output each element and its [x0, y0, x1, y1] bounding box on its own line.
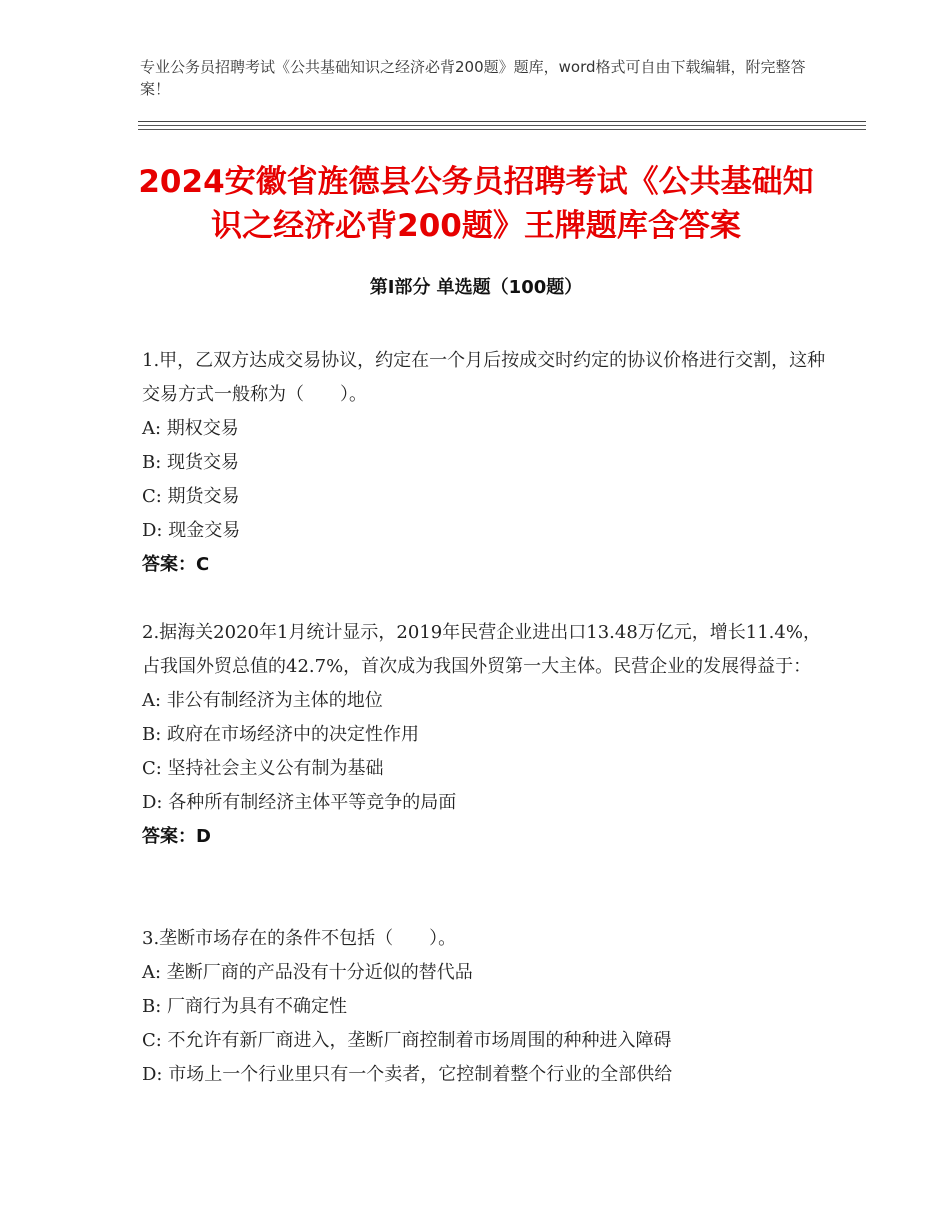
option-a: A: 非公有制经济为主体的地位 — [142, 690, 383, 711]
option-b: B: 厂商行为具有不确定性 — [142, 996, 348, 1017]
option-c: C: 不允许有新厂商进入，垄断厂商控制着市场周围的种种进入障碍 — [142, 1030, 672, 1051]
question-3 — [142, 922, 832, 1092]
section-title: 第Ⅰ部分 单选题（100题） — [369, 277, 583, 298]
option-a: A: 期权交易 — [142, 418, 239, 439]
option-c: C: 期货交易 — [142, 486, 240, 507]
question-1 — [142, 344, 832, 582]
header-rule-top — [138, 121, 866, 122]
header-note: 专业公务员招聘考试《公共基础知识之经济必背200题》题库，word格式可自由下载编辑，附完整答案！ — [140, 58, 806, 98]
question-2 — [142, 616, 832, 854]
header-rule-bottom — [138, 129, 866, 130]
option-d: D: 各种所有制经济主体平等竞争的局面 — [142, 792, 457, 813]
option-a: A: 垄断厂商的产品没有十分近似的替代品 — [142, 962, 473, 983]
option-c: C: 坚持社会主义公有制为基础 — [142, 758, 384, 779]
option-d: D: 现金交易 — [142, 520, 241, 541]
answer: 答案：C — [142, 554, 210, 575]
option-b: B: 现货交易 — [142, 452, 240, 473]
header-rule-middle — [138, 125, 866, 126]
question-stem: 2.据海关2020年1月统计显示，2019年民营企业进出口13.48万亿元，增长11.4%，占我国外贸总值的42.7%，首次成为我国外贸第一大主体。民营企业的发展得益于： — [142, 622, 821, 677]
question-stem: 3.垄断市场存在的条件不包括（ ）。 — [142, 928, 457, 949]
question-stem: 1.甲，乙双方达成交易协议，约定在一个月后按成交时约定的协议价格进行交割，这种交易方式一般称为（ ）。 — [142, 350, 826, 405]
answer: 答案：D — [142, 826, 211, 847]
document-title: 2024安徽省旌德县公务员招聘考试《公共基础知识之经济必背200题》王牌题库含答案 — [138, 164, 814, 244]
option-b: B: 政府在市场经济中的决定性作用 — [142, 724, 420, 745]
option-d: D: 市场上一个行业里只有一个卖者，它控制着整个行业的全部供给 — [142, 1064, 673, 1085]
